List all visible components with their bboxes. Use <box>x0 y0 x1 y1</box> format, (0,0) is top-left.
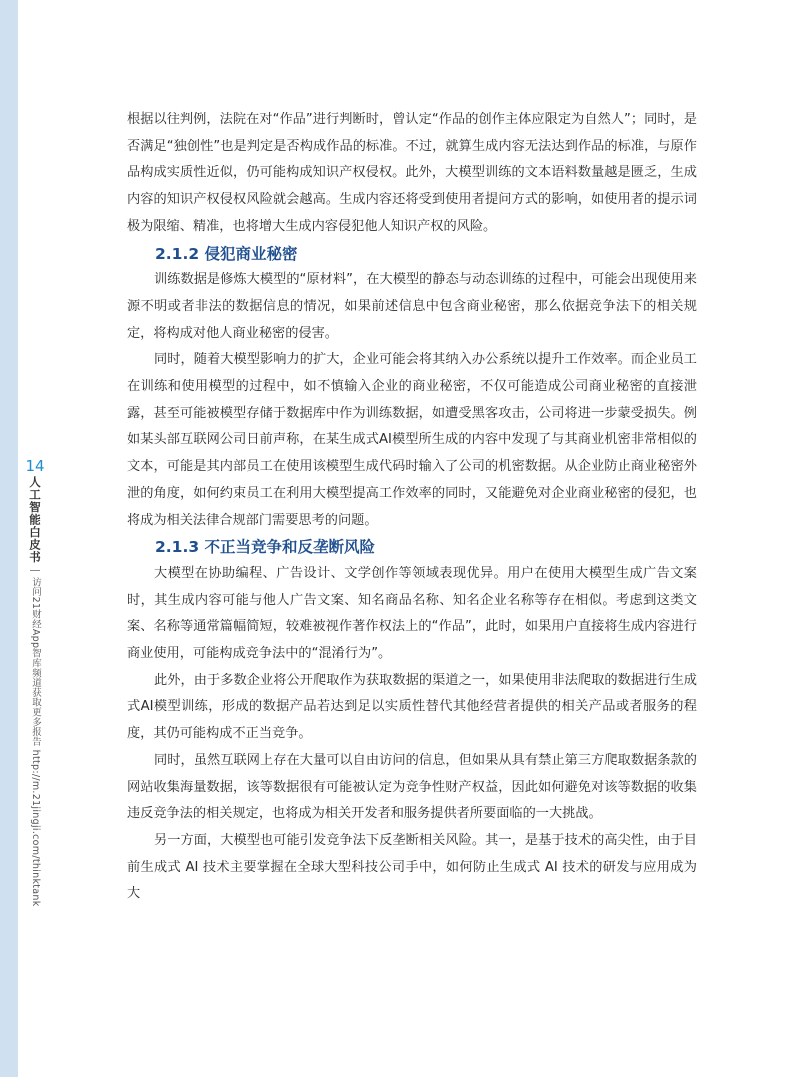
paragraph-3: 同时，随着大模型影响力的扩大，企业可能会将其纳入办公系统以提升工作效率。而企业员工在训练和使用模型的过程中，如不慎输入企业的商业秘密，不仅可能造成公司商业秘密的直接泄露，甚至可能被模型存储于数据库中作为训练数据，如遭受黑客攻击，公司将进一步蒙受损失。例如某头部互联网公司日前声称，在某生成式AI模型所生成的内容中发现了与其商业机密非常相似的文本，可能是其内部员工在使用该模型生成代码时输入了公司的机密数据。从企业防止商业秘密外泄的角度，如何约束员工在利用大模型提高工作效率的同时，又能避免对企业商业秘密的侵犯，也将成为相关法律合规部门需要思考的问题。 <box>127 352 697 528</box>
page-number: 14 <box>25 457 45 475</box>
visit-note: 访问21财经App智库频道获取更多报告 http://m.21jingji.com/thinktank <box>30 576 41 907</box>
sidebar-strip <box>0 0 18 1077</box>
paragraph-5: 此外，由于多数企业将公开爬取作为获取数据的渠道之一，如果使用非法爬取的数据进行生成式AI模型训练，形成的数据产品若达到足以实质性替代其他经营者提供的相关产品或者服务的程度，其仍可能构成不正当竞争。 <box>127 672 697 742</box>
side-meta <box>20 458 50 906</box>
paragraph-6: 同时，虽然互联网上存在大量可以自由访问的信息，但如果从具有禁止第三方爬取数据条款的网站收集海量数据，该等数据很有可能被认定为竞争性财产权益，因此如何避免对该等数据的收集违反竞争法的相关规定，也将成为相关开发者和服务提供者所要面临的一大挑战。 <box>127 752 697 822</box>
body-content <box>127 107 697 908</box>
paragraph-7: 另一方面，大模型也可能引发竞争法下反垄断相关风险。其一，是基于技术的高尖性，由于目前生成式 AI 技术主要掌握在全球大型科技公司手中，如何防止生成式 AI 技术的研发与应用成为大 <box>127 832 697 902</box>
book-title: 人工智能白皮书 <box>28 476 42 564</box>
paragraph-1: 根据以往判例，法院在对“作品”进行判断时，曾认定“作品的创作主体应限定为自然人”；同时，是否满足“独创性”也是判定是否构成作品的标准。不过，就算生成内容无法达到作品的标准，与原作品构成实质性近似，仍可能构成知识产权侵权。此外，大模型训练的文本语料数量越是匮乏，生成内容的知识产权侵权风险就会越高。生成内容还将受到使用者提问方式的影响，如使用者的提示词极为限缩、精准，也将增大生成内容侵犯他人知识产权的风险。 <box>127 112 697 234</box>
section-heading-2-1-2: 2.1.2 侵犯商业秘密 <box>155 244 298 263</box>
side-divider <box>30 570 40 571</box>
paragraph-4: 大模型在协助编程、广告设计、文学创作等领域表现优异。用户在使用大模型生成广告文案时，其生成内容可能与他人广告文案、知名商品名称、知名企业名称等存在相似。考虑到这类文案、名称等通常篇幅简短，较难被视作著作权法上的“作品”，此时，如果用户直接将生成内容进行商业使用，可能构成竞争法中的“混淆行为”。 <box>127 565 697 662</box>
section-heading-2-1-3: 2.1.3 不正当竞争和反垄断风险 <box>155 538 376 557</box>
paragraph-2: 训练数据是修炼大模型的“原材料”，在大模型的静态与动态训练的过程中，可能会出现使用来源不明或者非法的数据信息的情况，如果前述信息中包含商业秘密，那么依据竞争法下的相关规定，将构成对他人商业秘密的侵害。 <box>127 272 697 341</box>
